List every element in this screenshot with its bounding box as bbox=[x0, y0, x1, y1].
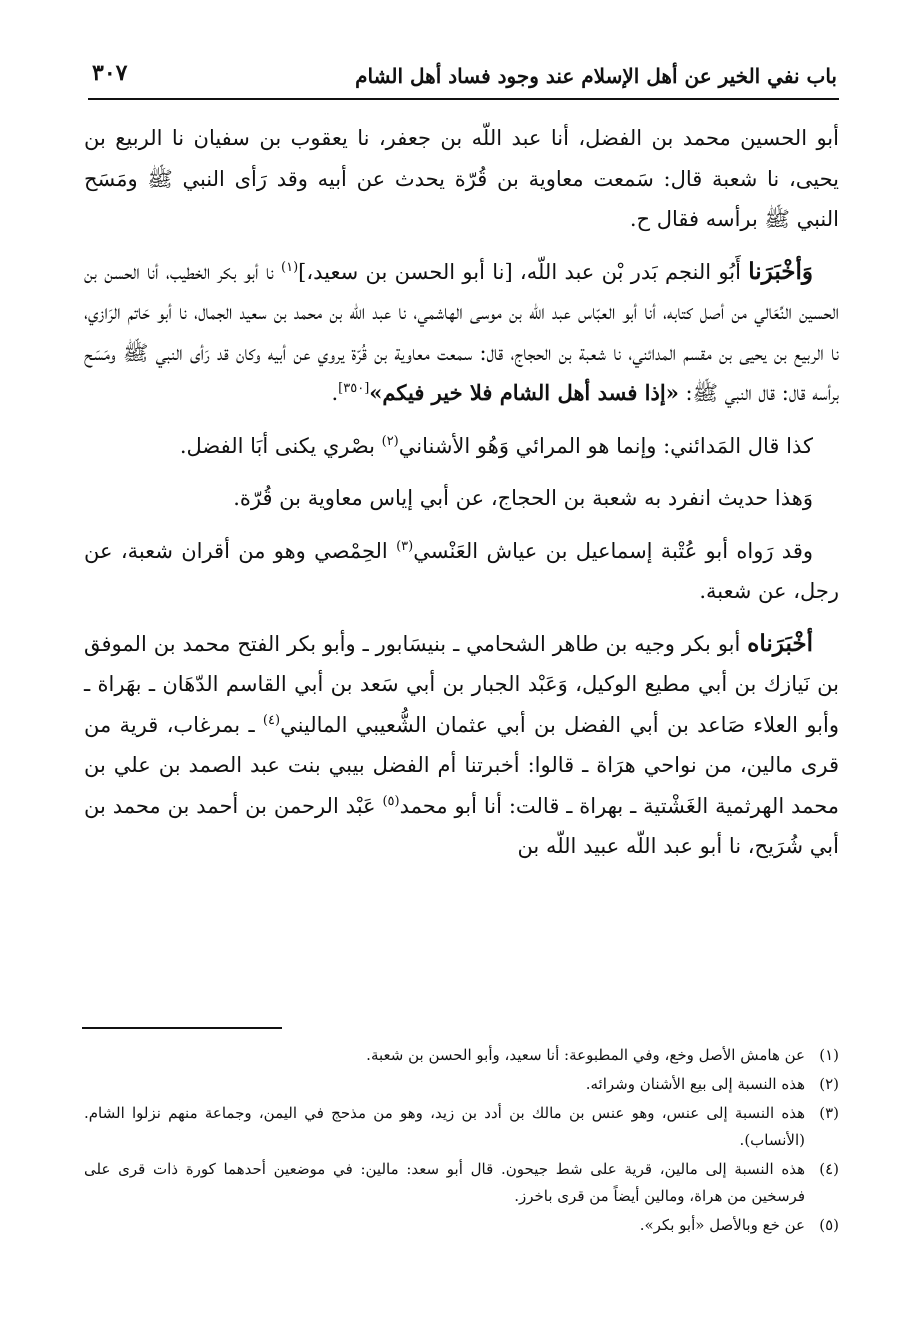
footnote bbox=[84, 1100, 839, 1154]
paragraph-2-text-b: نا أبو بكر الخطيب، أنا الحسن بن الحسين النِّعَالي من أصل كتابه، أنا أبو العبّاس عبد اللّه بن موسى الهاشمي، نا عبد اللّه بن محمد بن سعيد الجمال، نا أبو حَاتم الرَازي، نا الربيع بن يحيى بن مقسم المدائني، نا شعبة بن الحجاج، قال: سمعت معاوية بن قُرّة يروي عن أبيه وكان قد رَأى النبي ﷺ ومَسَح برأسه قال: قال النبي ﷺ: bbox=[84, 259, 839, 405]
paragraph-3 bbox=[84, 426, 839, 467]
footnote bbox=[84, 1212, 839, 1239]
main-text bbox=[84, 118, 839, 879]
footnote-number: (٢) bbox=[819, 1075, 839, 1093]
footnote-number: (٣) bbox=[819, 1104, 839, 1122]
footnote-number: (٤) bbox=[819, 1160, 839, 1178]
paragraph-6-text-a: أبو بكر وجيه بن طاهر الشحامي ـ بنيسَابور ـ وأبو بكر الفتح محمد بن الموفق بن نَيازك بن أبي مطيع الوكيل، وَعَبْد الجبار بن أبي سَعد بن أبي القاسم الدّهَان ـ بهَراة ـ وأبو العلاء صَاعد بن أبي الفضل بن أبي عثمان الشُّعيبي الماليني bbox=[84, 631, 839, 737]
footnote-text: عن هامش الأصل وخع، وفي المطبوعة: أنا سعيد، وأبو الحسن بن شعبة. bbox=[366, 1046, 805, 1064]
footnote-ref-4: (٤) bbox=[262, 712, 281, 728]
paragraph-5-text-a: وقد رَواه أبو عُتْبة إسماعيل بن عياش العَنْسي bbox=[413, 538, 814, 563]
page-number: ٣٠٧ bbox=[92, 60, 128, 86]
footnotes bbox=[84, 1042, 839, 1241]
footnote-ref-1: (١) bbox=[281, 259, 299, 275]
paragraph-6-text-c: عَبْد الرحمن بن أحمد بن محمد بن أبي شُرَيح، نا أبو عبد اللّه عبيد اللّه بن bbox=[84, 793, 839, 858]
hadith-quote: «إذا فسد أهل الشام فلا خير فيكم» bbox=[369, 380, 679, 405]
footnote-ref-5: (٥) bbox=[382, 793, 400, 809]
paragraph-6-lead: أخْبَرَناه bbox=[747, 629, 813, 657]
hadith-number: [٣٥٠] bbox=[338, 381, 370, 396]
running-title: باب نفي الخير عن أهل الإسلام عند وجود فساد أهل الشام bbox=[355, 64, 837, 88]
footnote bbox=[84, 1156, 839, 1210]
footnote bbox=[84, 1042, 839, 1069]
paragraph-2 bbox=[84, 252, 839, 414]
footnote-rule bbox=[82, 1027, 282, 1029]
footnote-text: هذه النسبة إلى عنس، وهو عنس بن مالك بن أدد بن زيد، وهو من مذحج في اليمن، وجماعة منهم نزلوا الشام. (الأنساب). bbox=[84, 1104, 805, 1149]
paragraph-6 bbox=[84, 624, 839, 867]
footnote-number: (٥) bbox=[819, 1216, 839, 1234]
footnote-ref-3: (٣) bbox=[396, 538, 414, 554]
footnote-text: هذه النسبة إلى بيع الأشنان وشرائه. bbox=[585, 1075, 805, 1093]
paragraph-2-text-a: أَبُو النجم بَدر بْن عبد اللّه، [نا أبو الحسن بن سعيد،] bbox=[298, 259, 749, 284]
paragraph-3-text-b: بصْري يكنى أبَا الفضل. bbox=[179, 433, 382, 458]
footnote-number: (١) bbox=[819, 1046, 839, 1064]
paragraph-5 bbox=[84, 531, 839, 612]
paragraph-4: وَهذا حديث انفرد به شعبة بن الحجاج، عن أبي إياس معاوية بن قُرّة. bbox=[233, 486, 813, 510]
paragraph-2-end: . bbox=[331, 381, 339, 405]
paragraph-2-lead: وَأخْبَرَنا bbox=[748, 257, 813, 285]
paragraph-5-text-b: الحِمْصي وهو من أقران شعبة، عن رجل، عن شعبة. bbox=[84, 538, 839, 603]
paragraph-6-text-b: ـ بمرغاب، قرية من قرى مالين، من نواحي هرَاة ـ قالوا: أخبرتنا أم الفضل بيبي بنت عبد الصمد بن علي بن محمد الهرثمية الغَشْتية ـ بهراة ـ قالت: أنا أبو محمد bbox=[84, 712, 840, 818]
paragraph-3-text-a: كذا قال المَدائني: وإنما هو المرائي وَهُو الأشناني bbox=[398, 433, 813, 458]
footnote bbox=[84, 1071, 839, 1098]
header-rule bbox=[88, 98, 839, 100]
footnote-text: هذه النسبة إلى مالين، قرية على شط جيحون. قال أبو سعد: مالين: في موضعين أحدهما كورة ذات قرى على فرسخين من هراة، ومالين أيضاً من قرى باخرز. bbox=[84, 1160, 805, 1205]
footnote-text: عن خع وبالأصل «أبو بكر». bbox=[639, 1216, 805, 1234]
footnote-ref-2: (٢) bbox=[381, 433, 399, 449]
paragraph-1: أبو الحسين محمد بن الفضل، أنا عبد اللّه بن جعفر، نا يعقوب بن سفيان نا الربيع بن يحيى، نا شعبة قال: سَمعت معاوية بن قُرّة يحدث عن أبيه وقد رَأى النبي ﷺ ومَسَح النبي ﷺ برأسه فقال ح. bbox=[84, 126, 839, 231]
